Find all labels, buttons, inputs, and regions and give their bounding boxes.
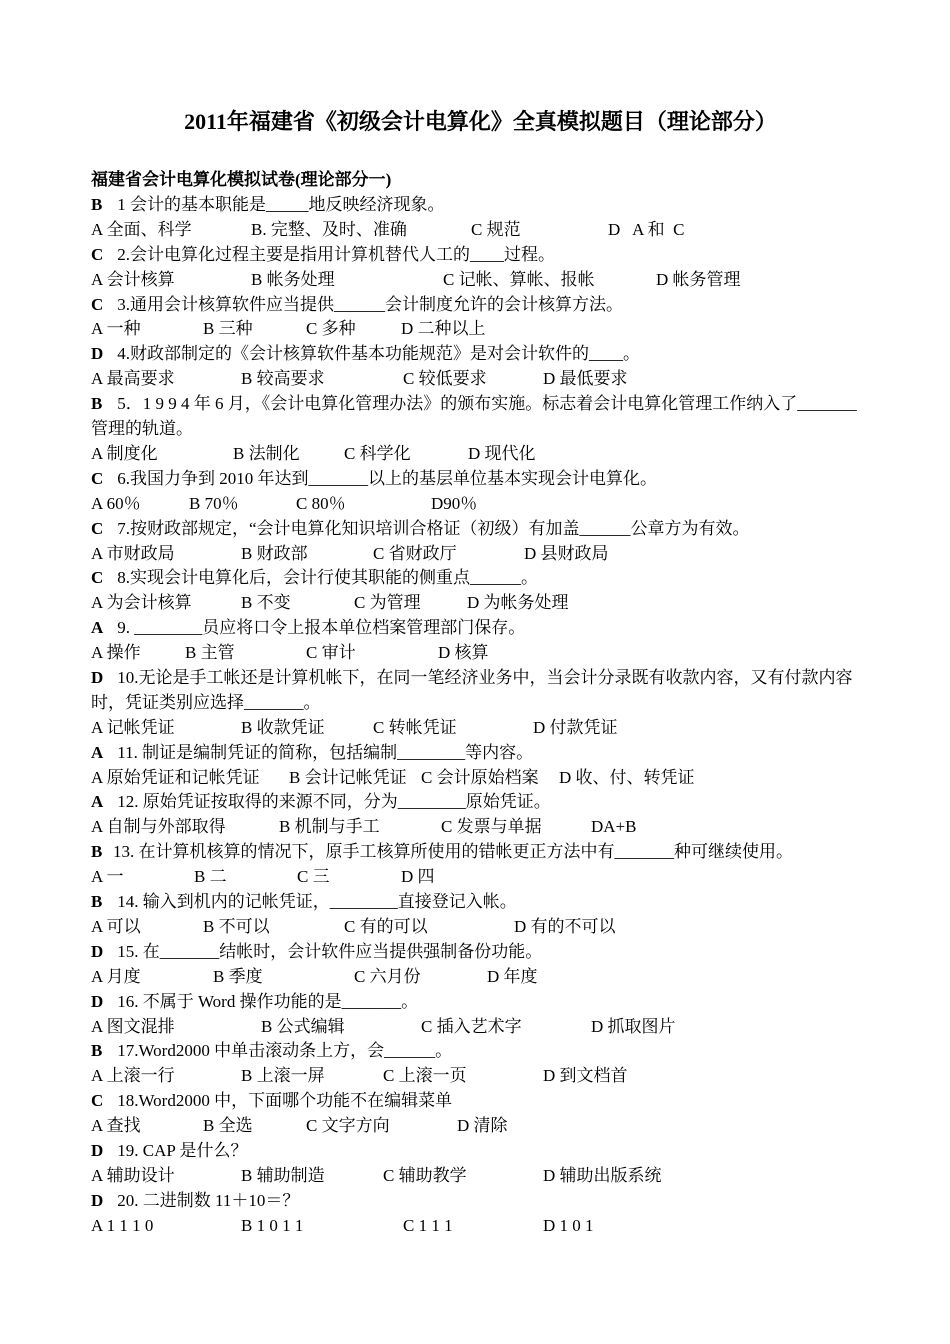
options-row	[91, 641, 880, 666]
option-a: A 操作	[91, 643, 141, 663]
question-list	[91, 193, 880, 1239]
option-d: D 清除	[457, 1116, 508, 1136]
answer-key: A	[91, 792, 104, 812]
option-a: A 为会计核算	[91, 593, 192, 613]
option-a: A 会计核算	[91, 269, 175, 289]
option-c: C 多种	[306, 319, 356, 339]
option-b: B 法制化	[233, 443, 300, 463]
question-text: 9. ________员应将口令上报本单位档案管理部门保存。	[113, 618, 526, 638]
option-c: C 插入艺术字	[421, 1016, 522, 1036]
option-c: C 文字方向	[306, 1116, 390, 1136]
option-c: C 较低要求	[403, 369, 487, 389]
answer-key: A	[91, 742, 104, 762]
option-c: C 省财政厅	[373, 543, 457, 563]
option-a: A 1 1 1 0	[91, 1215, 154, 1235]
option-a: A 最高要求	[91, 369, 175, 389]
option-a: A 制度化	[91, 443, 158, 463]
answer-key: C	[91, 468, 104, 488]
option-d: D 有的不可以	[514, 916, 616, 936]
question-text: 17.Word2000 中单击滚动条上方，会______。	[113, 1041, 453, 1061]
option-c: C 有的可以	[344, 916, 428, 936]
option-c: C 辅助教学	[383, 1165, 467, 1185]
answer-key: D	[91, 991, 104, 1011]
question-text: 1 会计的基本职能是_____地反映经济现象。	[113, 194, 445, 214]
option-d: D 帐务管理	[656, 269, 741, 289]
option-c: C 发票与单据	[441, 817, 542, 837]
option-c: C 会计原始档案	[421, 767, 539, 787]
option-d: D 辅助出版系统	[543, 1165, 662, 1185]
option-b: B 1 0 1 1	[241, 1215, 304, 1235]
option-b: B 上滚一屏	[241, 1066, 325, 1086]
options-row	[91, 317, 880, 342]
question-7	[91, 517, 880, 542]
option-c: C 1 1 1	[403, 1215, 453, 1235]
options-row	[91, 716, 880, 741]
question-text: 8.实现会计电算化后，会计行使其职能的侧重点______。	[113, 568, 538, 588]
option-d: D 核算	[438, 643, 489, 663]
answer-key: D	[91, 941, 104, 961]
options-row	[91, 865, 880, 890]
option-a: A 可以	[91, 916, 141, 936]
option-a: A 记帐凭证	[91, 717, 175, 737]
options-row	[91, 492, 880, 517]
question-3	[91, 293, 880, 318]
option-b: B 较高要求	[241, 369, 325, 389]
question-text: 6.我国力争到 2010 年达到_______以上的基层单位基本实现会计电算化。	[113, 468, 657, 488]
options-row	[91, 766, 880, 791]
option-c: C 规范	[471, 219, 521, 239]
option-b: B 不变	[241, 593, 291, 613]
question-text: 18.Word2000 中，下面哪个功能不在编辑菜单	[113, 1091, 453, 1111]
option-a: A 查找	[91, 1116, 141, 1136]
page-title: 2011年福建省《初级会计电算化》全真模拟题目（理论部分）	[184, 109, 777, 134]
answer-key: B	[91, 842, 103, 862]
option-b: B 财政部	[241, 543, 308, 563]
options-row	[91, 442, 880, 467]
option-b: B 全选	[203, 1116, 253, 1136]
answer-key: C	[91, 244, 104, 264]
answer-key: C	[91, 568, 104, 588]
option-c: C 记帐、算帐、报帐	[443, 269, 595, 289]
answer-key: D	[91, 344, 104, 364]
option-d: D A 和 C	[608, 219, 685, 239]
option-c: C 80％	[296, 493, 346, 513]
question-15	[91, 940, 880, 965]
options-row	[91, 218, 880, 243]
option-d: D 最低要求	[543, 369, 628, 389]
answer-key: D	[91, 1190, 104, 1210]
option-d: D 年度	[487, 966, 538, 986]
answer-key: B	[91, 892, 103, 912]
options-row	[91, 367, 880, 392]
option-a: A 市财政局	[91, 543, 175, 563]
question-2	[91, 243, 880, 268]
option-b: B 会计记帐凭证	[289, 767, 407, 787]
option-c: C 上滚一页	[383, 1066, 467, 1086]
question-17	[91, 1039, 880, 1064]
option-d: D 县财政局	[524, 543, 609, 563]
answer-key: D	[91, 667, 104, 687]
question-18	[91, 1089, 880, 1114]
options-row	[91, 591, 880, 616]
option-d: D 四	[401, 867, 435, 887]
question-text: 10.无论是手工帐还是计算机帐下，在同一笔经济业务中，当会计分录既有收款内容，又有付款内容时，凭证类别应选择_______。	[91, 667, 853, 712]
option-b: B 不可以	[203, 916, 270, 936]
option-c: C 审计	[306, 643, 356, 663]
answer-key: B	[91, 394, 103, 414]
question-1	[91, 193, 880, 218]
answer-key: A	[91, 618, 104, 638]
question-text: 16. 不属于 Word 操作功能的是_______。	[113, 991, 419, 1011]
options-row	[91, 1064, 880, 1089]
question-text: 14. 输入到机内的记帐凭证，________直接登记入帐。	[113, 892, 517, 912]
option-d: D 为帐务处理	[467, 593, 569, 613]
answer-key: C	[91, 294, 104, 314]
options-row	[91, 1015, 880, 1040]
option-d: D 收、付、转凭证	[559, 767, 695, 787]
option-d: D90％	[431, 493, 478, 513]
question-16	[91, 990, 880, 1015]
question-9	[91, 616, 880, 641]
option-a: A 原始凭证和记帐凭证	[91, 767, 260, 787]
option-a: A 自制与外部取得	[91, 817, 226, 837]
option-a: A 一	[91, 867, 124, 887]
option-a: A 辅助设计	[91, 1165, 175, 1185]
question-12	[91, 790, 880, 815]
option-d: D 二种以上	[401, 319, 486, 339]
question-text: 20. 二进制数 11＋10＝？	[113, 1190, 300, 1210]
option-d: DA+B	[591, 817, 637, 837]
section-title: 福建省会计电算化模拟试卷(理论部分一)	[91, 170, 392, 189]
question-10	[91, 666, 866, 716]
option-a: A 图文混排	[91, 1016, 175, 1036]
question-text: 15. 在_______结帐时，会计软件应当提供强制备份功能。	[113, 941, 543, 961]
question-13	[91, 840, 880, 865]
question-text: 11. 制证是编制凭证的简称，包括编制________等内容。	[113, 742, 534, 762]
option-d: D 付款凭证	[533, 717, 618, 737]
option-b: B 季度	[213, 966, 263, 986]
option-b: B 帐务处理	[251, 269, 335, 289]
answer-key: C	[91, 1091, 104, 1111]
question-19	[91, 1139, 880, 1164]
option-b: B 公式编辑	[261, 1016, 345, 1036]
answer-key: B	[91, 1041, 103, 1061]
question-11	[91, 741, 880, 766]
options-row	[91, 1214, 880, 1239]
question-text: 19. CAP 是什么？	[113, 1141, 248, 1161]
question-text: 5．1 9 9 4 年 6 月，《会计电算化管理办法》的颁布实施。标志着会计电算化管理工作纳入了_______管理的轨道。	[91, 394, 857, 438]
answer-key: D	[91, 1141, 104, 1161]
question-text: 3.通用会计核算软件应当提供______会计制度允许的会计核算方法。	[113, 294, 623, 314]
option-a: A 月度	[91, 966, 141, 986]
option-c: C 六月份	[354, 966, 421, 986]
options-row	[91, 915, 880, 940]
options-row	[91, 965, 880, 990]
question-20	[91, 1189, 880, 1214]
option-a: A 全面、科学	[91, 219, 192, 239]
question-6	[91, 467, 880, 492]
question-text: 13. 在计算机核算的情况下，原手工核算所使用的错帐更正方法中有_______种可继续使用。	[113, 842, 793, 862]
option-c: C 为管理	[354, 593, 421, 613]
option-d: D 现代化	[468, 443, 536, 463]
options-row	[91, 1114, 880, 1139]
question-text: 7.按财政部规定，“会计电算化知识培训合格证（初级）有加盖______公章方为有效。	[113, 518, 750, 538]
question-text: 4.财政部制定的《会计核算软件基本功能规范》是对会计软件的____。	[113, 344, 640, 364]
question-8	[91, 566, 880, 591]
option-b: B 70％	[189, 493, 239, 513]
option-a: A 上滚一行	[91, 1066, 175, 1086]
answer-key: B	[91, 194, 103, 214]
option-d: D 1 0 1	[543, 1215, 594, 1235]
option-b: B 三种	[203, 319, 253, 339]
option-b: B 主管	[185, 643, 235, 663]
option-d: D 到文档首	[543, 1066, 628, 1086]
option-a: A 一种	[91, 319, 141, 339]
options-row	[91, 268, 880, 293]
question-4	[91, 342, 880, 367]
option-c: C 科学化	[344, 443, 411, 463]
option-d: D 抓取图片	[591, 1016, 676, 1036]
option-c: C 转帐凭证	[373, 717, 457, 737]
question-text: 12. 原始凭证按取得的来源不同，分为________原始凭证。	[113, 792, 551, 812]
option-b: B 二	[194, 867, 227, 887]
option-b: B 机制与手工	[279, 817, 380, 837]
options-row	[91, 1164, 880, 1189]
question-14	[91, 890, 880, 915]
option-b: B. 完整、及时、准确	[251, 219, 407, 239]
option-b: B 收款凭证	[241, 717, 325, 737]
question-5	[91, 392, 866, 442]
option-a: A 60％	[91, 493, 141, 513]
question-text: 2.会计电算化过程主要是指用计算机替代人工的____过程。	[113, 244, 555, 264]
answer-key: C	[91, 518, 104, 538]
options-row	[91, 542, 880, 567]
options-row	[91, 815, 880, 840]
option-c: C 三	[297, 867, 330, 887]
option-b: B 辅助制造	[241, 1165, 325, 1185]
